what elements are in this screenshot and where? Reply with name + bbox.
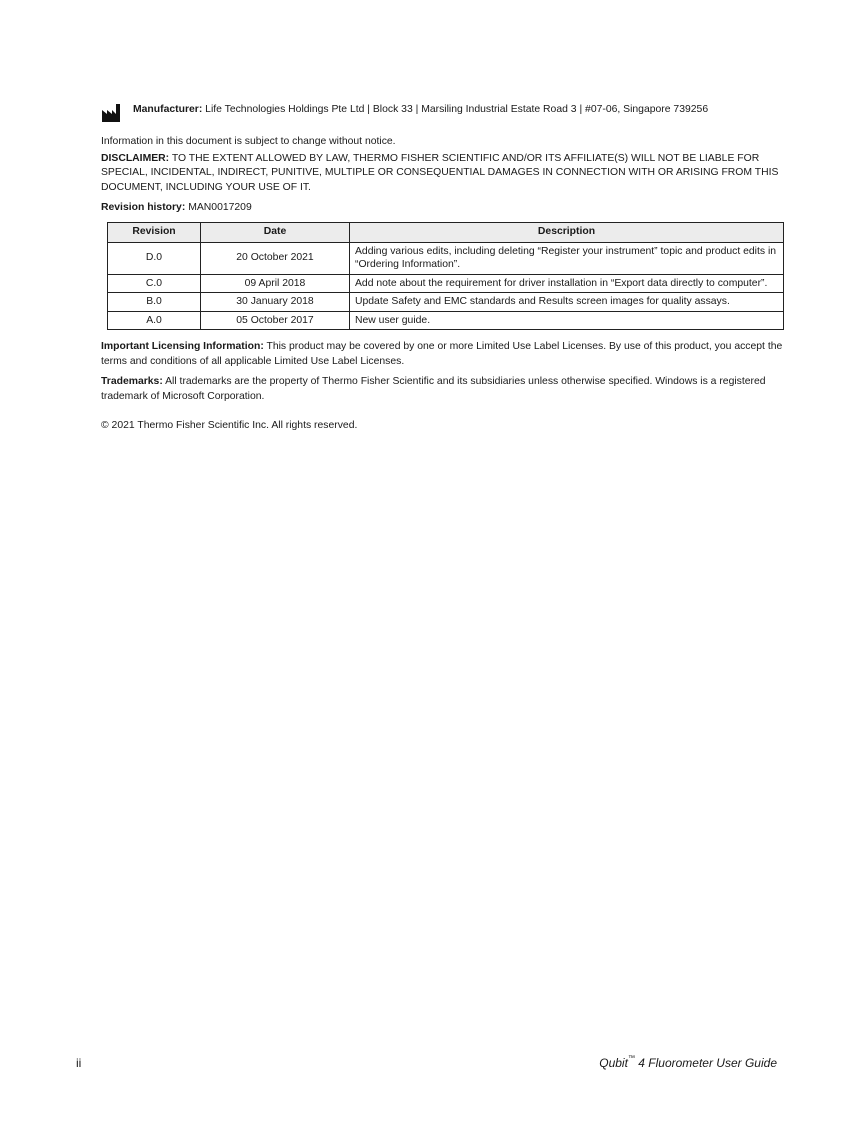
manufacturer-text: [133, 103, 708, 118]
guide-name: Qubit: [599, 1056, 628, 1070]
disclaimer-text: TO THE EXTENT ALLOWED BY LAW, THERMO FISHER SCIENTIFIC AND/OR ITS AFFILIATE(S) WILL NOT BE LIABLE FOR SPECIAL, INCIDENTAL, INDIRECT, PUNITIVE, MULTIPLE OR CONSEQUENTIAL DAMAGES IN CONNECTION WITH OR ARISING FROM THIS DOCUMENT, INCLUDING YOUR USE OF IT.: [101, 152, 779, 193]
description-cell: Adding various edits, including deleting “Register your instrument” topic and product edits in “Ordering Information”.: [350, 242, 784, 274]
factory-icon: [101, 103, 123, 123]
table-row: [108, 242, 784, 274]
trademarks-text: All trademarks are the property of Thermo Fisher Scientific and its subsidiaries unless otherwise specified. Windows is a registered trademark of Microsoft Corporation.: [101, 376, 766, 402]
disclaimer: [101, 152, 784, 196]
column-header-date: Date: [201, 222, 350, 242]
guide-title: [599, 1056, 777, 1070]
description-cell: Update Safety and EMC standards and Results screen images for quality assays.: [350, 293, 784, 312]
page-number: ii: [76, 1056, 82, 1070]
revision-cell: D.0: [108, 242, 201, 274]
description-cell: Add note about the requirement for driver installation in “Export data directly to computer”.: [350, 274, 784, 293]
revision-history-label: Revision history:: [101, 202, 186, 213]
trademarks-label: Trademarks:: [101, 376, 163, 387]
date-cell: 30 January 2018: [201, 293, 350, 312]
revision-cell: C.0: [108, 274, 201, 293]
trademark-symbol: ™: [627, 1055, 635, 1062]
licensing-info: [101, 340, 784, 369]
trademarks-info: [101, 375, 784, 404]
licensing-label: Important Licensing Information:: [101, 341, 264, 352]
revision-history-heading: [101, 201, 784, 216]
revision-cell: A.0: [108, 311, 201, 330]
table-row: [108, 274, 784, 293]
date-cell: 05 October 2017: [201, 311, 350, 330]
table-row: [108, 293, 784, 312]
column-header-description: Description: [350, 222, 784, 242]
date-cell: 09 April 2018: [201, 274, 350, 293]
document-number: MAN0017209: [185, 202, 252, 213]
page-content: [101, 101, 784, 434]
copyright: © 2021 Thermo Fisher Scientific Inc. All rights reserved.: [101, 420, 358, 431]
table-row: [108, 311, 784, 330]
manufacturer-address: Life Technologies Holdings Pte Ltd | Block 33 | Marsiling Industrial Estate Road 3 | #07-06, Singapore 739256: [202, 104, 709, 115]
description-cell: New user guide.: [350, 311, 784, 330]
manufacturer-line: [101, 101, 784, 125]
manufacturer-label: Manufacturer:: [133, 104, 203, 115]
revision-table: [107, 222, 784, 331]
table-header-row: [108, 222, 784, 242]
disclaimer-label: DISCLAIMER:: [101, 152, 170, 164]
info-notice: Information in this document is subject to change without notice.: [101, 136, 396, 147]
revision-cell: B.0: [108, 293, 201, 312]
licensing-text: This product may be covered by one or more Limited Use Label Licenses. By use of this product, you accept the terms and conditions of all applicable Limited Use Label Licenses.: [101, 341, 783, 367]
date-cell: 20 October 2021: [201, 242, 350, 274]
guide-name-rest: 4 Fluorometer User Guide: [634, 1056, 777, 1070]
column-header-revision: Revision: [108, 222, 201, 242]
